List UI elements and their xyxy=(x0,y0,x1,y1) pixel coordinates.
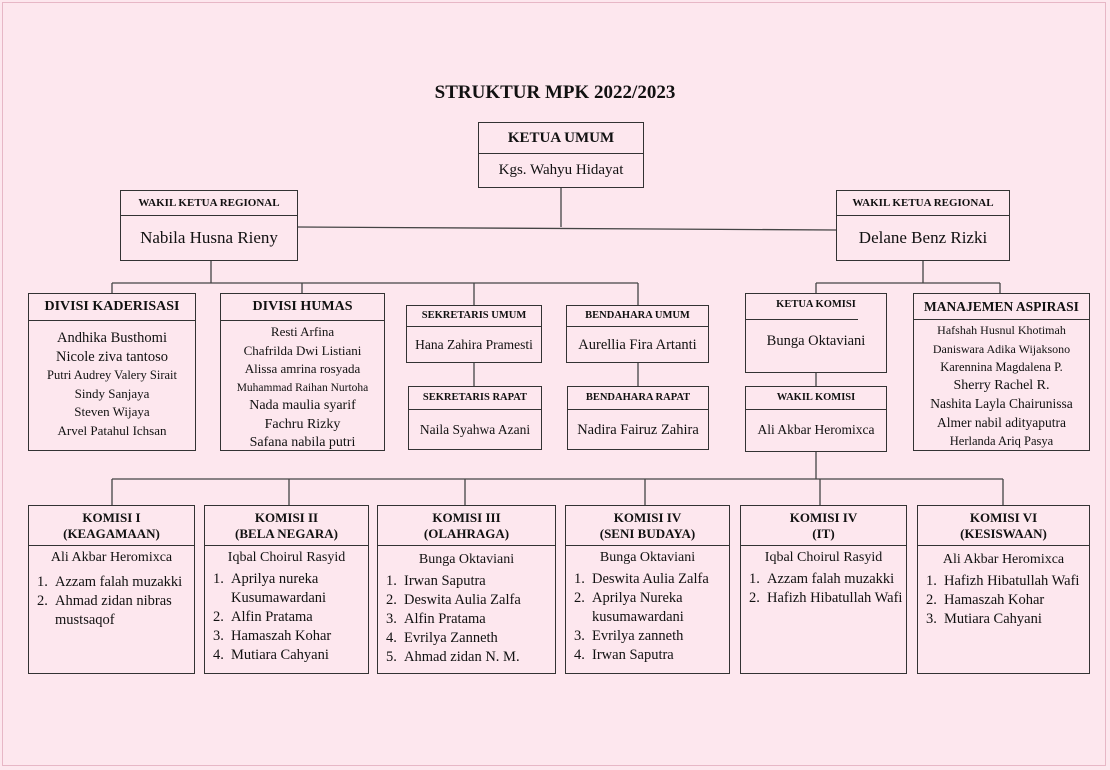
wakil-ketua-left-name: Nabila Husna Rieny xyxy=(140,228,278,247)
list-item: 2. Alfin Pratama xyxy=(213,609,313,625)
komisi-1-box xyxy=(28,505,195,674)
komisi-title: KOMISI IV xyxy=(613,510,682,525)
member-name: Resti Arfina xyxy=(270,324,335,339)
member-name: Sindy Sanjaya xyxy=(74,385,150,401)
manajemen-aspirasi-label: MANAJEMEN ASPIRASI xyxy=(914,294,1089,320)
wakil-ketua-left-box xyxy=(120,190,298,261)
wakil-komisi-box xyxy=(745,386,887,452)
sekretaris-umum-name: Hana Zahira Pramesti xyxy=(415,337,533,352)
komisi-6-box xyxy=(917,505,1090,674)
member-name: Herlanda Ariq Pasya xyxy=(949,434,1054,448)
member-name: Alissa amrina rosyada xyxy=(244,361,361,376)
komisi-leader: Ali Akbar Heromixca xyxy=(942,552,1065,567)
komisi-title: KOMISI III xyxy=(432,510,501,525)
wakil-ketua-left-label: WAKIL KETUA REGIONAL xyxy=(121,191,297,216)
komisi-subtitle: (KEAGAMAAN) xyxy=(63,526,160,541)
member-name: Nada maulia syarif xyxy=(249,398,356,413)
bendahara-umum-name: Aurellia Fira Artanti xyxy=(578,337,697,353)
komisi-it-box xyxy=(740,505,907,674)
komisi-subtitle: (OLAHRAGA) xyxy=(423,526,510,541)
komisi-2-box xyxy=(204,505,369,674)
bendahara-rapat-box xyxy=(567,386,709,450)
list-item: 1. Aprilya nureka Kusumawardani xyxy=(213,571,327,606)
list-item: 5. Ahmad zidan N. M. xyxy=(386,649,520,665)
komisi-leader: Bunga Oktaviani xyxy=(599,550,696,565)
member-name: Almer nabil adityaputra xyxy=(937,414,1066,430)
member-name: Sherry Rachel R. xyxy=(953,377,1050,393)
komisi-subtitle: (KESISWAAN) xyxy=(960,526,1047,541)
komisi-leader: Ali Akbar Heromixca xyxy=(50,550,173,565)
wakil-ketua-right-box xyxy=(836,190,1010,261)
komisi-subtitle: (BELA NEGARA) xyxy=(235,526,338,541)
list-item: 2. Ahmad zidan nibras mustsaqof xyxy=(37,593,172,628)
member-name: Hafshah Husnul Khotimah xyxy=(937,323,1066,337)
sekretaris-umum-label: SEKRETARIS UMUM xyxy=(407,306,541,327)
member-name: Muhammad Raihan Nurtoha xyxy=(236,381,369,394)
divisi-humas-label: DIVISI HUMAS xyxy=(221,294,384,321)
komisi-title: KOMISI II xyxy=(254,510,319,525)
chart-title: STRUKTUR MPK 2022/2023 xyxy=(434,82,676,103)
list-item: 1. Deswita Aulia Zalfa xyxy=(574,571,709,587)
member-name: Chafrilda Dwi Listiani xyxy=(243,342,362,358)
list-item: 2. Deswita Aulia Zalfa xyxy=(386,592,521,608)
bendahara-rapat-name: Nadira Fairuz Zahira xyxy=(577,422,699,438)
list-item: 1. Azzam falah muzakki xyxy=(37,574,183,590)
komisi-leader: Iqbal Choirul Rasyid xyxy=(227,550,346,565)
wakil-ketua-right-name: Delane Benz Rizki xyxy=(858,228,988,247)
wakil-komisi-label: WAKIL KOMISI xyxy=(746,387,886,410)
member-name: Safana nabila putri xyxy=(249,435,356,450)
ketua-komisi-name: Bunga Oktaviani xyxy=(766,333,866,349)
komisi-subtitle: (SENI BUDAYA) xyxy=(599,526,696,541)
komisi-title: KOMISI I xyxy=(82,510,141,525)
list-item: 4. Irwan Saputra xyxy=(574,647,674,663)
wakil-komisi-name: Ali Akbar Heromixca xyxy=(757,422,875,437)
ketua-umum-label: KETUA UMUM xyxy=(479,123,643,154)
list-item: 1. Irwan Saputra xyxy=(386,573,486,589)
list-item: 3. Evrilya zanneth xyxy=(574,628,684,644)
list-item: 2. Hafizh Hibatullah Wafi xyxy=(749,590,903,606)
sekretaris-rapat-name: Naila Syahwa Azani xyxy=(419,422,531,437)
ketua-umum-box xyxy=(478,122,644,188)
member-name: Karennina Magdalena P. xyxy=(940,360,1063,374)
komisi-3-box xyxy=(377,505,556,674)
sekretaris-umum-box xyxy=(406,305,542,363)
list-item: 1. Azzam falah muzakki xyxy=(749,571,895,587)
list-item: 1. Hafizh Hibatullah Wafi xyxy=(926,573,1080,589)
sekretaris-rapat-label: SEKRETARIS RAPAT xyxy=(409,387,541,410)
member-name: Putri Audrey Valery Sirait xyxy=(47,368,177,382)
member-name: Nicole ziva tantoso xyxy=(56,348,168,365)
list-item: 3. Alfin Pratama xyxy=(386,611,486,627)
list-item: 3. Mutiara Cahyani xyxy=(926,611,1042,627)
divisi-kaderisasi-label: DIVISI KADERISASI xyxy=(29,294,195,321)
member-name: Daniswara Adika Wijaksono xyxy=(932,341,1071,356)
wakil-ketua-right-label: WAKIL KETUA REGIONAL xyxy=(837,191,1009,216)
member-name: Steven Wijaya xyxy=(74,404,150,419)
list-item: 2. Aprilya Nureka kusumawardani xyxy=(574,590,684,625)
list-item: 3. Hamaszah Kohar xyxy=(213,628,332,644)
ketua-umum-name: Kgs. Wahyu Hidayat xyxy=(498,162,624,178)
member-name: Andhika Busthomi xyxy=(57,330,167,346)
ketua-komisi-box xyxy=(745,293,887,373)
komisi-4-box xyxy=(565,505,730,674)
komisi-leader: Bunga Oktaviani xyxy=(418,552,515,567)
bendahara-rapat-label: BENDAHARA RAPAT xyxy=(568,387,708,410)
bendahara-umum-label: BENDAHARA UMUM xyxy=(567,306,708,327)
manajemen-aspirasi-box xyxy=(913,293,1090,451)
komisi-title: KOMISI IV xyxy=(789,510,858,525)
divisi-kaderisasi-box xyxy=(28,293,196,451)
list-item: 2. Hamaszah Kohar xyxy=(926,592,1045,608)
ketua-komisi-label: KETUA KOMISI xyxy=(776,299,856,310)
komisi-subtitle: (IT) xyxy=(812,526,835,541)
list-item: 4. Evrilya Zanneth xyxy=(386,630,498,646)
sekretaris-rapat-box xyxy=(408,386,542,450)
member-name: Fachru Rizky xyxy=(264,416,341,432)
komisi-title: KOMISI VI xyxy=(969,510,1038,525)
komisi-leader: Iqbal Choirul Rasyid xyxy=(764,550,883,565)
bendahara-umum-box xyxy=(566,305,709,363)
divisi-humas-box xyxy=(220,293,385,451)
member-name: Arvel Patahul Ichsan xyxy=(57,422,167,438)
list-item: 4. Mutiara Cahyani xyxy=(213,647,329,663)
member-name: Nashita Layla Chairunissa xyxy=(930,396,1073,411)
